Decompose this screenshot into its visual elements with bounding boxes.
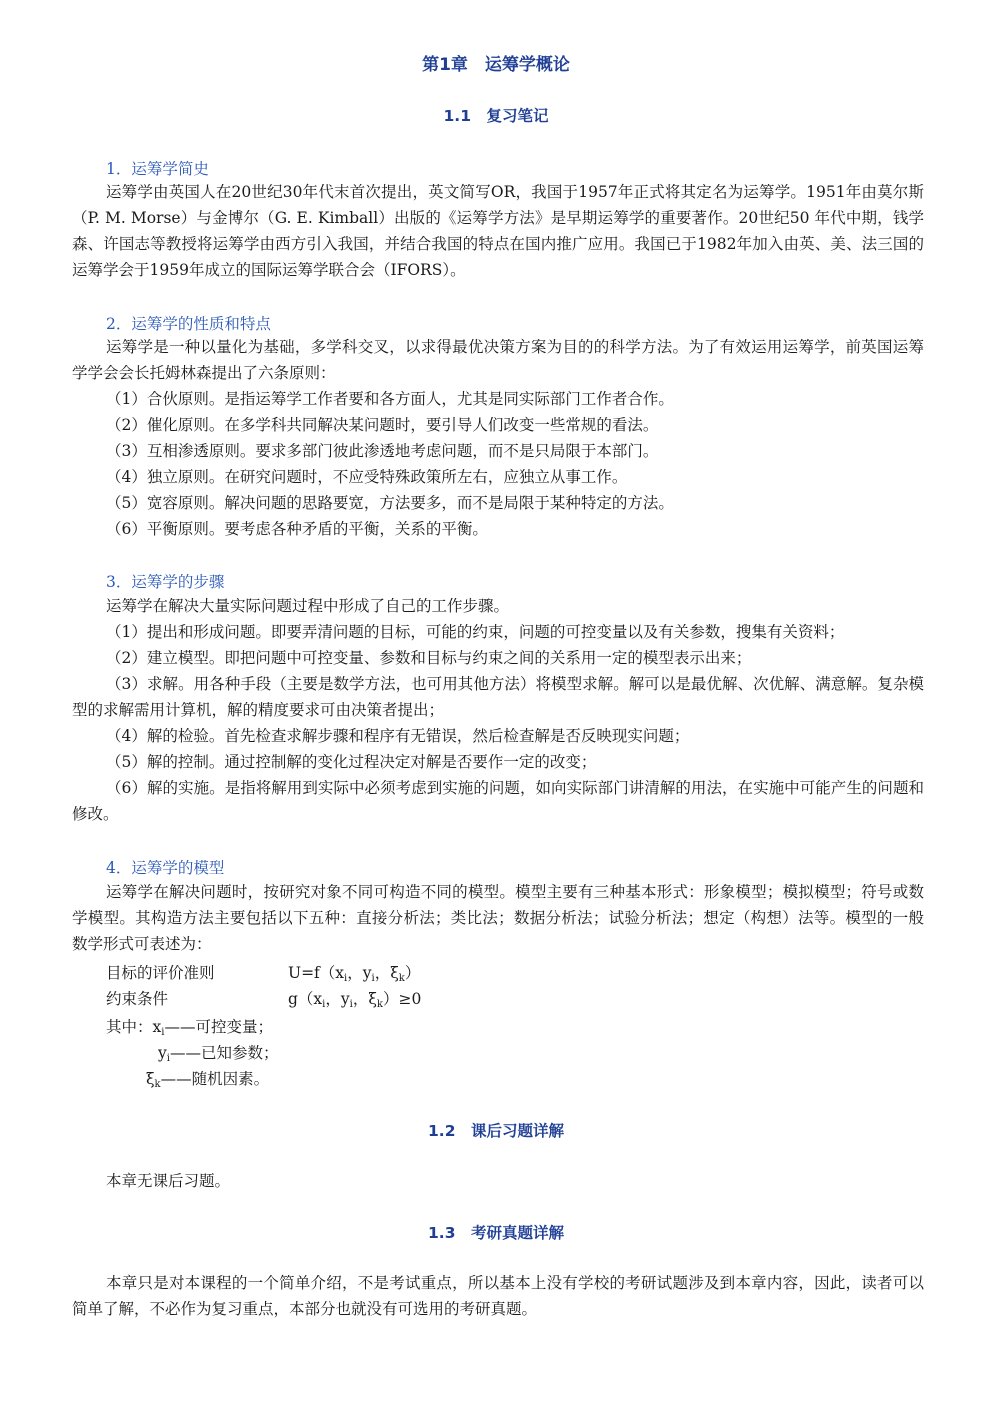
paragraph-exercises: 本章无课后习题。 — [106, 1172, 231, 1190]
objective-expression: $U=f(x_i$，$y_i$，$\xi_k$） — [288, 964, 421, 984]
paragraph-steps: 运筹学在解决大量实际问题过程中形成了自己的工作步骤。 — [106, 597, 510, 615]
section-title-1-1: 1.1 复习笔记 — [443, 107, 549, 125]
subsection-heading-nature: 2．运筹学的性质和特点 — [106, 315, 271, 333]
list-item: （5）宽容原则。解决问题的思路要宽，方法要多，而不是局限于某种特定的方法。 — [106, 494, 674, 512]
paragraph-history: 运筹学由英国人在20世纪30年代末首次提出，英文简写OR，我国于1957年正式将其定名为运筹学。1951年由莫尔斯（P. M. Morse）与金博尔（G. E. Kimball）出版的《运筹学方法》是早期运筹学的重要著作。20世纪50 年代中期，钱学森、许国志等教授将运筹学由西方引入我国，并结合我国的特点在国内推广应用。我国已于1982年加入由英、美、法三国的运筹学会于1959年成立的国际运筹学联合会（IFORS）。 — [72, 183, 924, 279]
list-item: （2）建立模型。即把问题中可控变量、参数和目标与约束之间的关系用一定的模型表示出来； — [106, 649, 752, 667]
objective-label: 目标的评价准则 — [106, 964, 215, 982]
subsection-heading-history: 1．运筹学简史 — [106, 160, 209, 178]
constraint-label: 约束条件 — [106, 990, 169, 1008]
list-item: （1）提出和形成问题。即要弄清问题的目标，可能的约束，问题的可控变量以及有关参数，搜集有关资料； — [106, 623, 845, 641]
list-item: （1）合伙原则。是指运筹学工作者要和各方面人，尤其是同实际部门工作者合作。 — [106, 390, 674, 408]
variable-y-definition: $y_i——$已知参数； — [158, 1044, 279, 1064]
subsection-heading-steps: 3．运筹学的步骤 — [106, 573, 225, 591]
variable-x-definition: 其中：$x_i——$可控变量； — [106, 1018, 273, 1038]
list-item: （6）解的实施。是指将解用到实际中必须考虑到实施的问题，如向实际部门讲清解的用法，在实施中可能产生的问题和修改。 — [72, 779, 924, 823]
list-item: （4）解的检验。首先检查求解步骤和程序有无错误，然后检查解是否反映现实问题； — [106, 727, 690, 745]
list-item: （2）催化原则。在多学科共同解决某问题时，要引导人们改变一些常规的看法。 — [106, 416, 659, 434]
section-title-1-3: 1.3 考研真题详解 — [428, 1224, 564, 1242]
section-title-1-2: 1.2 课后习题详解 — [428, 1122, 564, 1140]
constraint-expression: $g(x_i$，$y_i$，$\xi_k)\ge 0$ — [288, 990, 422, 1010]
variable-xi-definition: $\xi_k——$随机因素。 — [146, 1070, 270, 1090]
paragraph-nature: 运筹学是一种以量化为基础，多学科交叉，以求得最优决策方案为目的的科学方法。为了有效运用运筹学，前英国运筹学学会会长托姆林森提出了六条原则： — [72, 338, 924, 382]
list-item: （4）独立原则。在研究问题时，不应受特殊政策所左右，应独立从事工作。 — [106, 468, 628, 486]
paragraph-exam: 本章只是对本课程的一个简单介绍，不是考试重点，所以基本上没有学校的考研试题涉及到本章内容，因此，读者可以简单了解，不必作为复习重点，本部分也就没有可选用的考研真题。 — [72, 1274, 924, 1318]
subsection-heading-model: 4．运筹学的模型 — [106, 859, 225, 877]
paragraph-model: 运筹学在解决问题时，按研究对象不同可构造不同的模型。模型主要有三种基本形式：形象模型；模拟模型；符号或数学模型。其构造方法主要包括以下五种：直接分析法；类比法；数据分析法；试验分析法；想定（构想）法等。模型的一般数学形式可表述为： — [72, 883, 924, 953]
list-item: （5）解的控制。通过控制解的变化过程决定对解是否要作一定的改变； — [106, 753, 597, 771]
list-item: （3）互相渗透原则。要求多部门彼此渗透地考虑问题，而不是只局限于本部门。 — [106, 442, 659, 460]
chapter-title: 第1章 运筹学概论 — [422, 55, 570, 75]
list-item: （6）平衡原则。要考虑各种矛盾的平衡，关系的平衡。 — [106, 520, 488, 538]
list-item: （3）求解。用各种手段（主要是数学方法，也可用其他方法）将模型求解。解可以是最优解、次优解、满意解。复杂模型的求解需用计算机，解的精度要求可由决策者提出； — [72, 675, 924, 719]
